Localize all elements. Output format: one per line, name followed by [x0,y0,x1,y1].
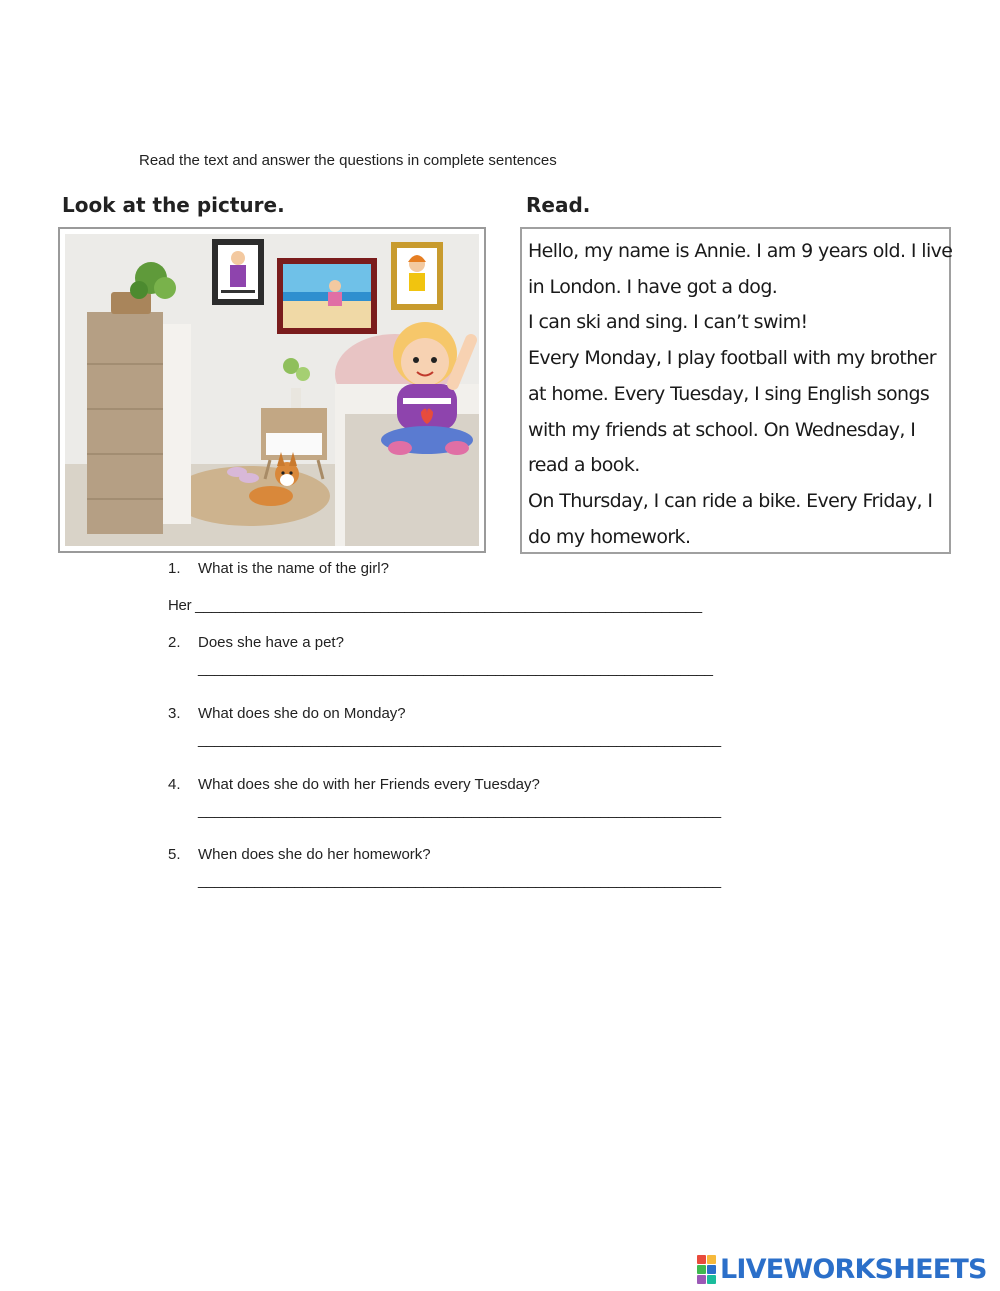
question-number: 5. [168,846,181,863]
reading-line: On Thursday, I can ride a bike. Every Friday, I [528,489,933,512]
liveworksheets-logo [697,1254,987,1285]
question-4 [168,776,540,793]
look-heading: Look at the picture. [62,193,285,217]
question-text: Does she have a pet? [198,634,344,651]
answer-prefix: Her [168,597,192,614]
question-3 [168,705,406,722]
reading-line: in London. I have got a dog. [528,275,778,298]
dresser [87,312,163,534]
logo-blocks-icon [697,1255,716,1284]
question-text: What does she do with her Friends every Tuesday? [198,776,540,793]
question-1 [168,560,389,577]
question-text: What is the name of the girl? [198,560,389,577]
logo-text: LIVEWORKSHEETS [720,1254,987,1285]
answer-line-1[interactable] [168,597,702,614]
question-text: What does she do on Monday? [198,705,406,722]
reading-line: do my homework. [528,525,691,548]
bedroom-illustration [65,234,479,546]
reading-text-box [520,227,951,554]
question-number: 2. [168,634,181,651]
question-5 [168,846,431,863]
question-number: 4. [168,776,181,793]
question-number: 3. [168,705,181,722]
question-number: 1. [168,560,181,577]
answer-line-5[interactable]: _________________________________________________________________ [198,872,721,889]
answer-blank[interactable]: _______________________________________________________________ [195,597,702,614]
reading-line: I can ski and sing. I can’t swim! [528,311,808,334]
reading-line: with my friends at school. On Wednesday, I [528,418,916,441]
reading-line: read a book. [528,454,640,477]
reading-line: Every Monday, I play football with my brother [528,347,936,370]
reading-line: at home. Every Tuesday, I sing English songs [528,382,930,405]
answer-line-2[interactable]: ________________________________________________________________ [198,660,713,677]
answer-line-3[interactable]: _________________________________________________________________ [198,731,721,748]
instruction-text: Read the text and answer the questions in complete sentences [139,152,557,169]
read-heading: Read. [526,193,591,217]
bedroom-picture [58,227,486,553]
question-text: When does she do her homework? [198,846,431,863]
reading-line: Hello, my name is Annie. I am 9 years old. I live [528,240,953,262]
answer-line-4[interactable]: _________________________________________________________________ [198,802,721,819]
question-2 [168,634,344,651]
